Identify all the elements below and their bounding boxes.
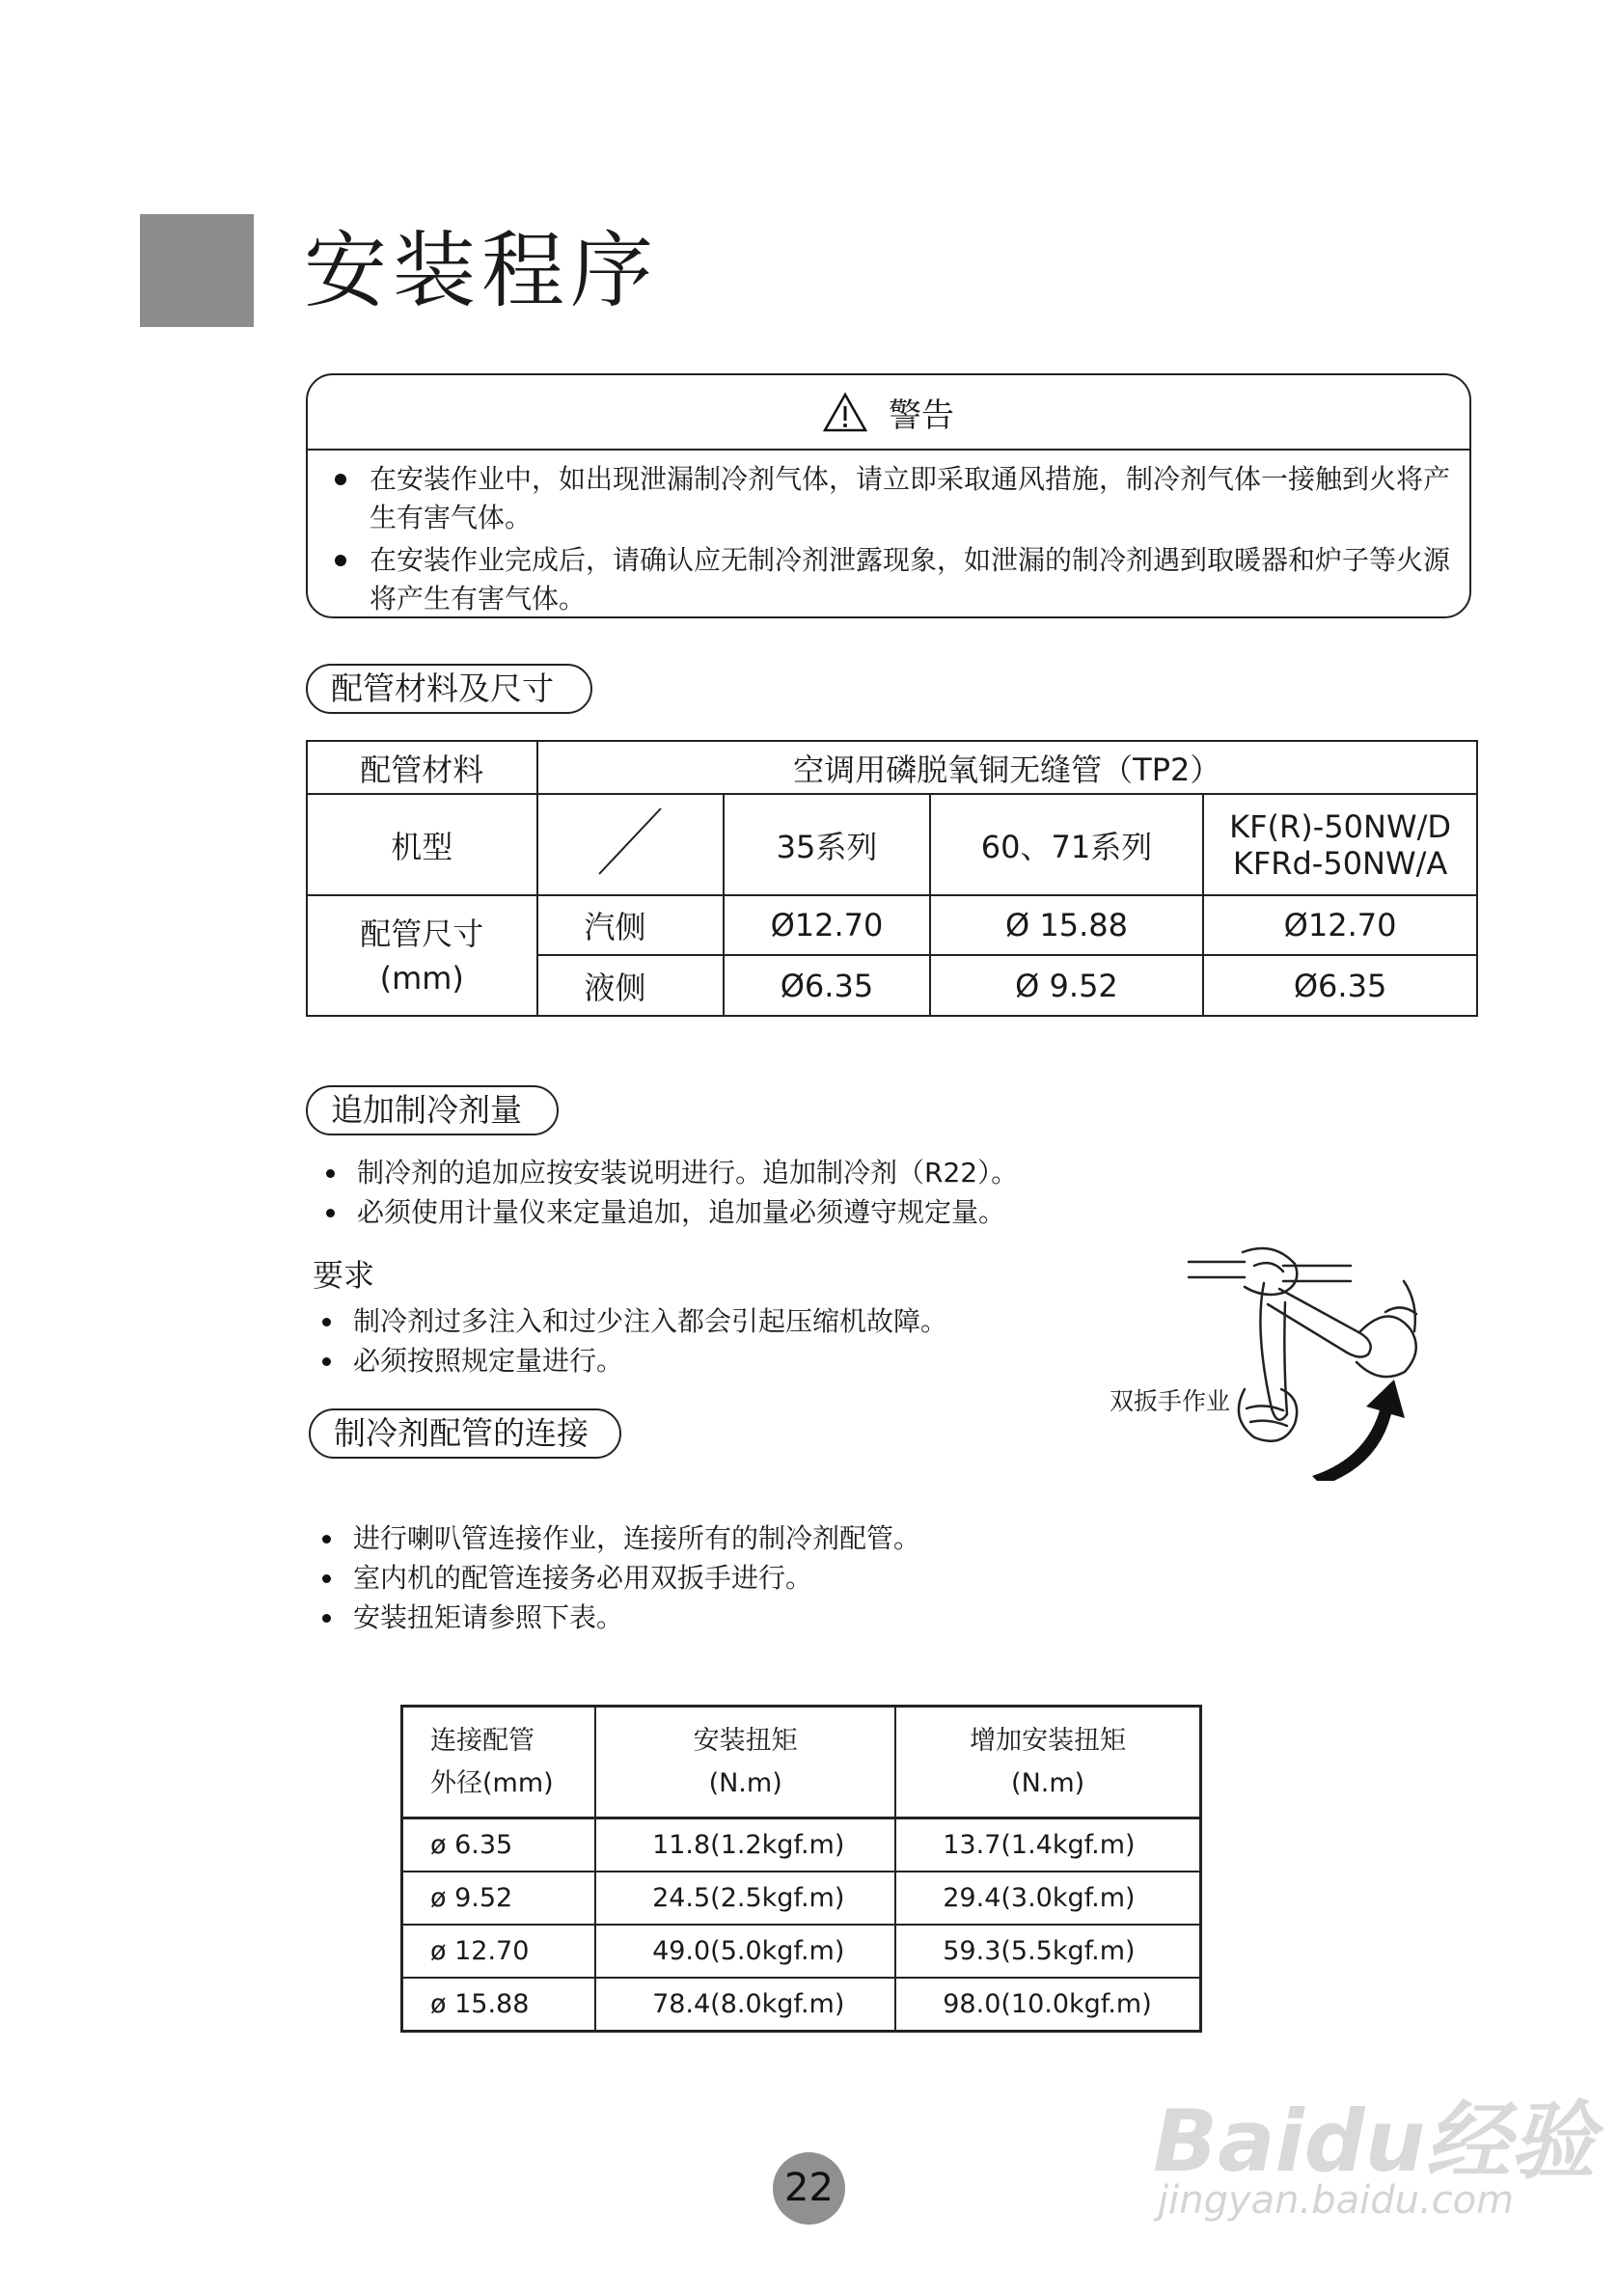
bullet-icon xyxy=(322,1574,331,1583)
bullet-icon xyxy=(335,555,346,566)
pipe-spec-table xyxy=(306,740,1478,1017)
bullet-icon xyxy=(322,1318,331,1326)
liquid-side-label: 液侧 xyxy=(537,955,725,1016)
warning-item: 在安装作业中，如出现泄漏制冷剂气体，请立即采取通风措施，制冷剂气体一接触到火将产生有害气体。 xyxy=(329,460,1450,537)
connection-list xyxy=(313,1518,920,1637)
warning-item: 在安装作业完成后，请确认应无制冷剂泄露现象，如泄漏的制冷剂遇到取暖器和炉子等火源将产生有害气体。 xyxy=(329,541,1450,618)
warning-list xyxy=(329,460,1450,622)
model-35: 35系列 xyxy=(724,794,930,895)
liquid-value: Ø6.35 xyxy=(1203,955,1477,1016)
bullet-icon xyxy=(326,1209,335,1217)
header-added-torque: 增加安装扭矩 (N.m) xyxy=(895,1707,1200,1818)
bullet-icon xyxy=(326,1169,335,1178)
list-item: 制冷剂的追加应按安装说明进行。追加制冷剂（R22）。 xyxy=(316,1153,1018,1192)
warning-label: 警告 xyxy=(889,396,954,435)
table-row: ø 12.70 49.0(5.0kgf.m) 59.3(5.5kgf.m) xyxy=(402,1925,1201,1978)
model-label: 机型 xyxy=(307,794,537,895)
watermark-url: jingyan.baidu.com xyxy=(1158,2178,1515,2223)
list-item: 安装扭矩请参照下表。 xyxy=(313,1598,920,1637)
warning-header xyxy=(308,375,1469,451)
requirements-list xyxy=(313,1301,947,1380)
gas-value: Ø12.70 xyxy=(724,895,930,955)
page-title: 安装程序 xyxy=(304,223,659,319)
gas-value: Ø12.70 xyxy=(1203,895,1477,955)
bullet-icon xyxy=(322,1614,331,1623)
page-number: 22 xyxy=(773,2152,845,2225)
torque-table xyxy=(400,1705,1202,2033)
refrigerant-section-heading: 追加制冷剂量 xyxy=(306,1085,559,1135)
table-row: ø 15.88 78.4(8.0kgf.m) 98.0(10.0kgf.m) xyxy=(402,1978,1201,2032)
warning-triangle-icon xyxy=(823,392,867,432)
section-marker-block xyxy=(140,214,254,327)
refrigerant-list xyxy=(316,1153,1018,1232)
connection-section-heading: 制冷剂配管的连接 xyxy=(309,1408,621,1459)
list-item: 必须按照规定量进行。 xyxy=(313,1341,947,1380)
bullet-icon xyxy=(335,474,346,485)
gas-side-label: 汽侧 xyxy=(537,895,725,955)
header-install-torque: 安装扭矩 (N.m) xyxy=(595,1707,895,1818)
gas-value: Ø 15.88 xyxy=(930,895,1203,955)
material-label: 配管材料 xyxy=(307,741,537,794)
table-row: ø 6.35 11.8(1.2kgf.m) 13.7(1.4kgf.m) xyxy=(402,1818,1201,1872)
requirements-title: 要求 xyxy=(313,1257,375,1294)
list-item: 制冷剂过多注入和过少注入都会引起压缩机故障。 xyxy=(313,1301,947,1341)
figure-caption: 双扳手作业 xyxy=(1110,1387,1231,1415)
liquid-value: Ø6.35 xyxy=(724,955,930,1016)
bullet-icon xyxy=(322,1535,331,1544)
double-wrench-illustration xyxy=(1187,1244,1438,1481)
warning-box xyxy=(306,373,1471,618)
list-item: 必须使用计量仪来定量追加，追加量必须遵守规定量。 xyxy=(316,1192,1018,1232)
liquid-value: Ø 9.52 xyxy=(930,955,1203,1016)
diagonal-cell xyxy=(537,794,725,895)
list-item: 进行喇叭管连接作业，连接所有的制冷剂配管。 xyxy=(313,1518,920,1558)
diagonal-slash-icon xyxy=(591,803,669,880)
table-row: ø 9.52 24.5(2.5kgf.m) 29.4(3.0kgf.m) xyxy=(402,1872,1201,1925)
material-value: 空调用磷脱氧铜无缝管（TP2） xyxy=(537,741,1478,794)
size-label-cell: 配管尺寸 (mm) xyxy=(307,895,537,1016)
watermark-logo: Baidu经验 xyxy=(1153,2091,1596,2191)
model-50nw: KF(R)-50NW/D KFRd-50NW/A xyxy=(1203,794,1477,895)
model-60-71: 60、71系列 xyxy=(930,794,1203,895)
bullet-icon xyxy=(322,1357,331,1366)
header-pipe-diameter: 连接配管 外径(mm) xyxy=(402,1707,596,1818)
pipe-section-heading: 配管材料及尺寸 xyxy=(306,664,592,714)
list-item: 室内机的配管连接务必用双扳手进行。 xyxy=(313,1558,920,1598)
